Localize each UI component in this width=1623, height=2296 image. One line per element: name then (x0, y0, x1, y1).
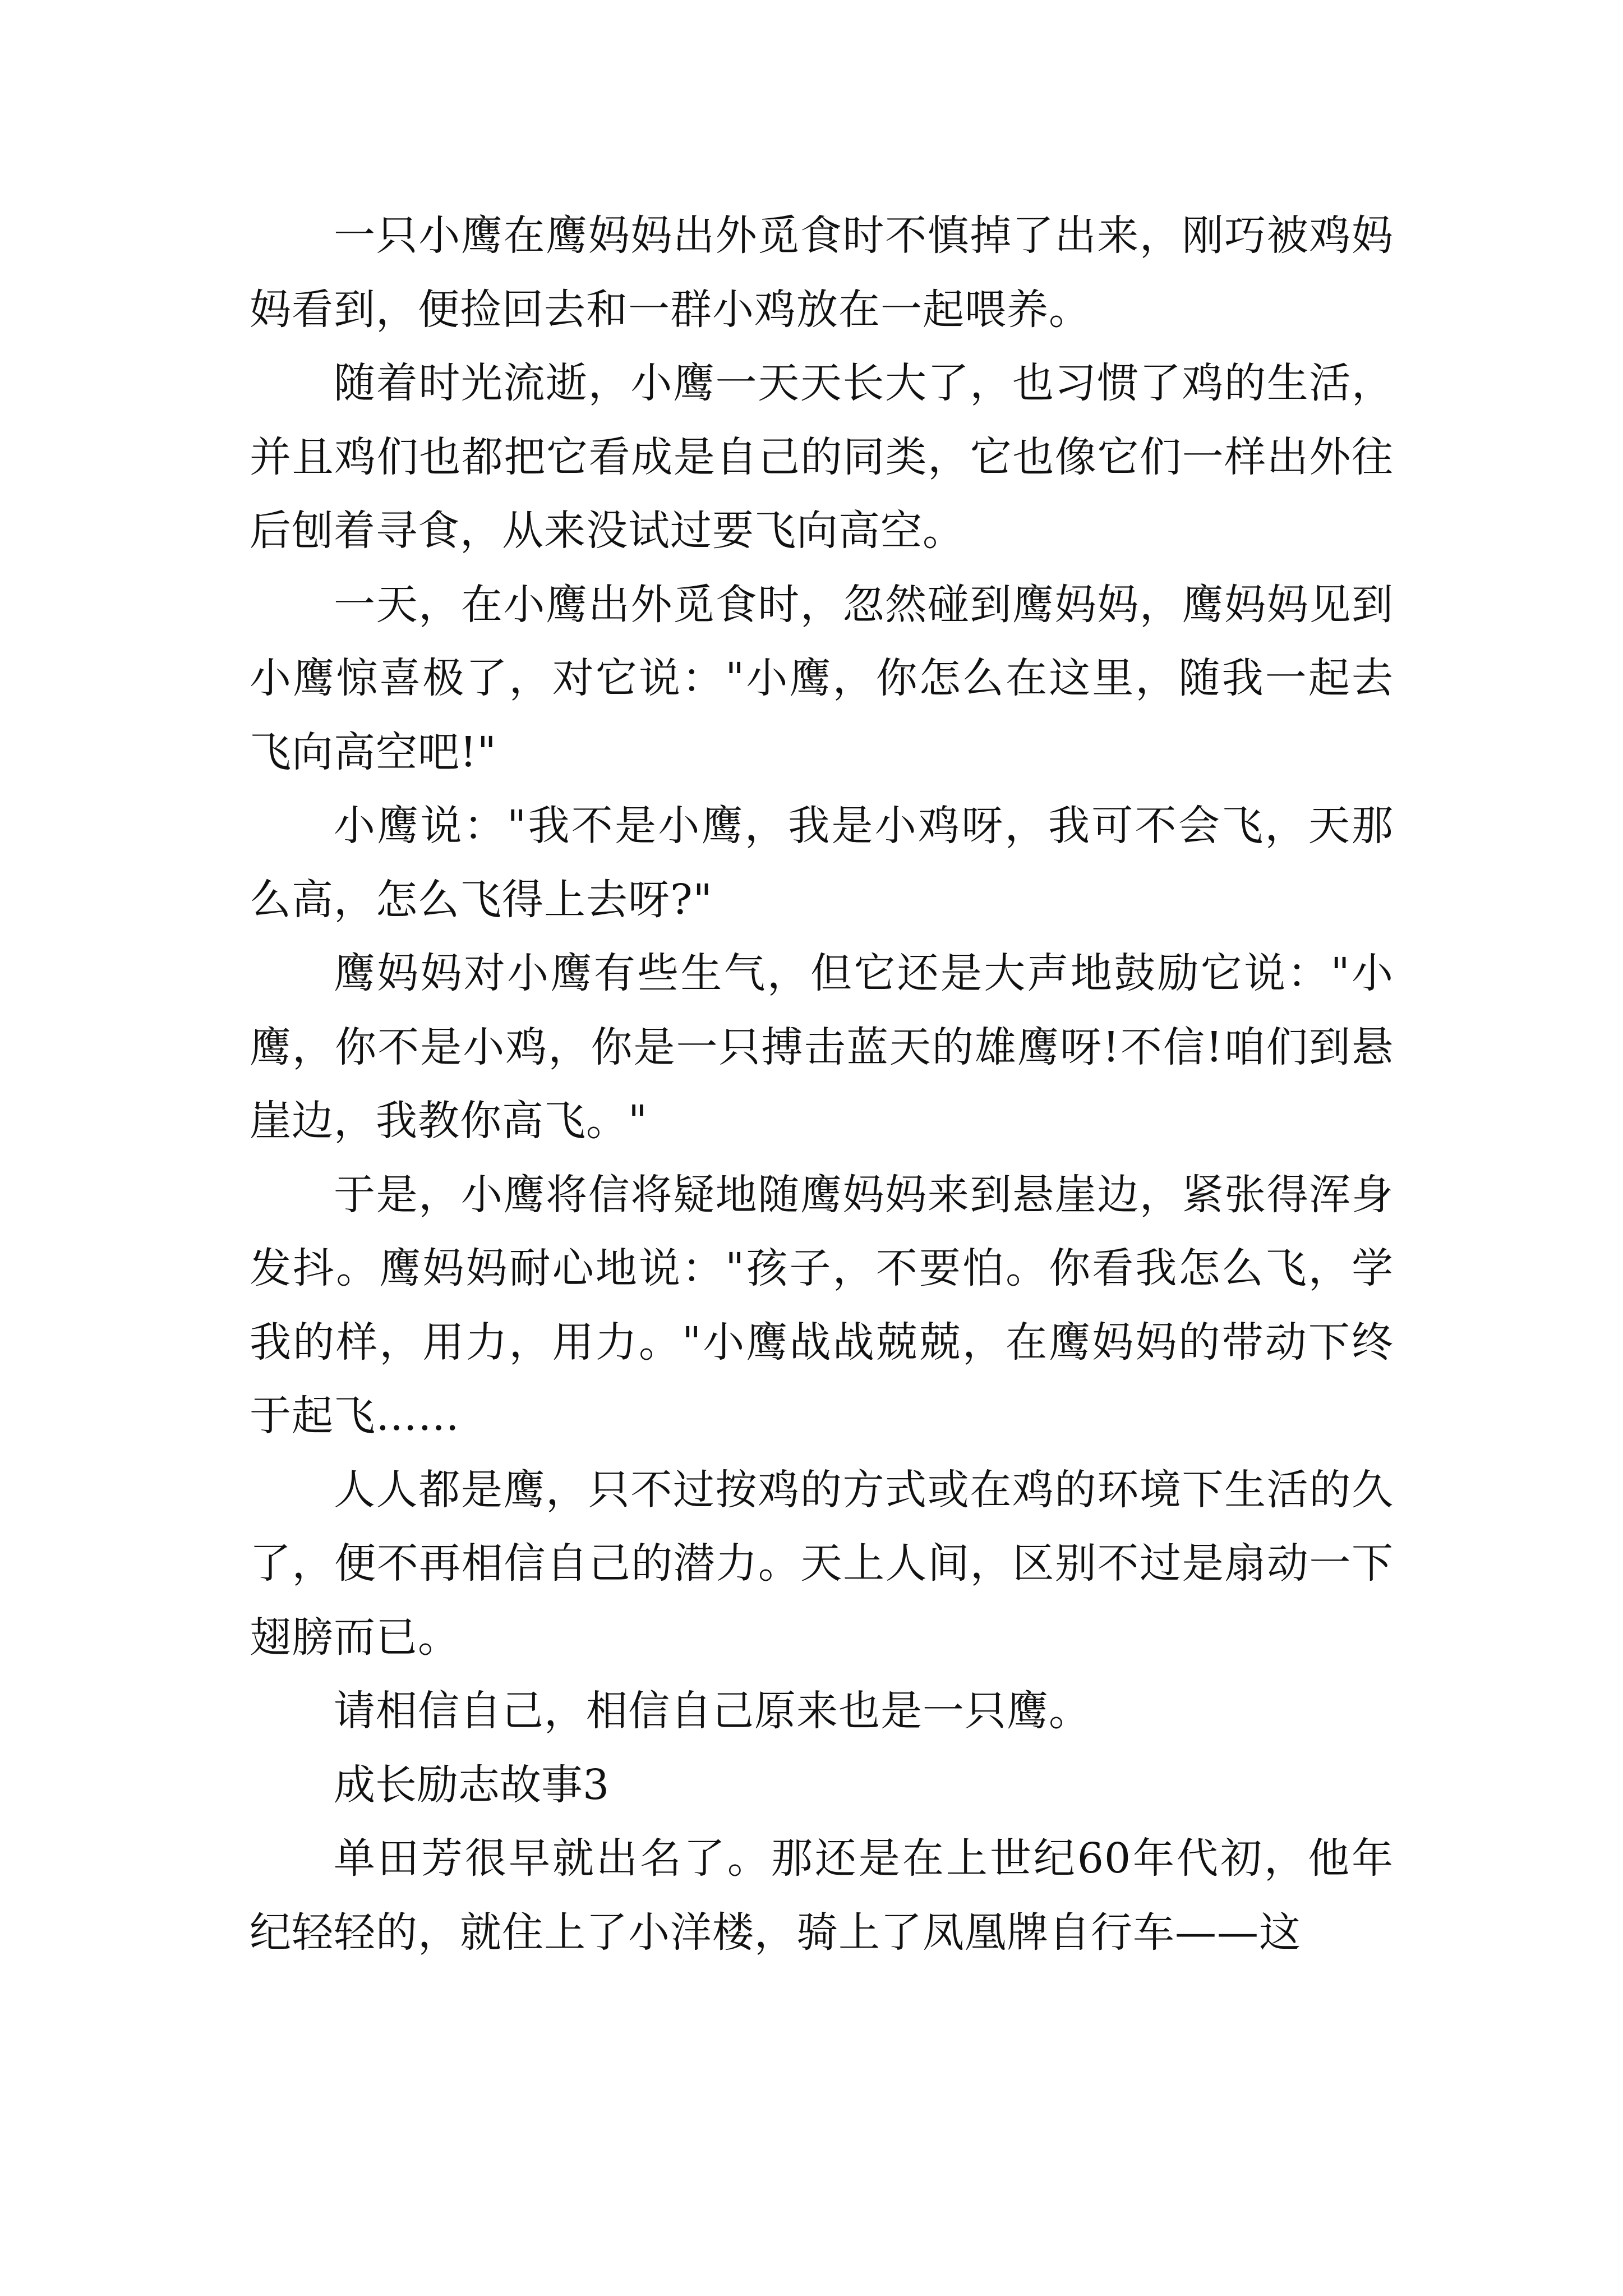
paragraph-4: 小鹰说："我不是小鹰，我是小鸡呀，我可不会飞，天那么高，怎么飞得上去呀?" (250, 802, 1394, 924)
paragraph-7: 人人都是鹰，只不过按鸡的方式或在鸡的环境下生活的久了，便不再相信自己的潜力。天上人间，区别不过是扇动一下翅膀而已。 (250, 1465, 1394, 1662)
paragraph-6: 于是，小鹰将信将疑地随鹰妈妈来到悬崖边，紧张得浑身发抖。鹰妈妈耐心地说："孩子，不要怕。你看我怎么飞，学我的样，用力，用力。"小鹰战战兢兢，在鹰妈妈的带动下终于起飞…… (250, 1170, 1394, 1440)
document-body (250, 199, 1394, 1970)
paragraph-8: 请相信自己，相信自己原来也是一只鹰。 (334, 1687, 1091, 1735)
paragraph-1: 一只小鹰在鹰妈妈出外觅食时不慎掉了出来，刚巧被鸡妈妈看到，便捡回去和一群小鸡放在一起喂养。 (250, 211, 1394, 334)
paragraph-5: 鹰妈妈对小鹰有些生气，但它还是大声地鼓励它说："小鹰，你不是小鸡，你是一只搏击蓝天的雄鹰呀!不信!咱们到悬崖边，我教你高飞。" (250, 949, 1394, 1145)
story-heading: 成长励志故事3 (334, 1760, 610, 1809)
paragraph-9: 单田芳很早就出名了。那还是在上世纪60年代初，他年纪轻轻的，就住上了小洋楼，骑上了凤凰牌自行车——这 (250, 1834, 1394, 1957)
paragraph-2: 随着时光流逝，小鹰一天天长大了，也习惯了鸡的生活，并且鸡们也都把它看成是自己的同类，它也像它们一样出外往后刨着寻食，从来没试过要飞向高空。 (250, 359, 1394, 555)
paragraph-3: 一天，在小鹰出外觅食时，忽然碰到鹰妈妈，鹰妈妈见到小鹰惊喜极了，对它说："小鹰，你怎么在这里，随我一起去飞向高空吧!" (250, 580, 1394, 776)
